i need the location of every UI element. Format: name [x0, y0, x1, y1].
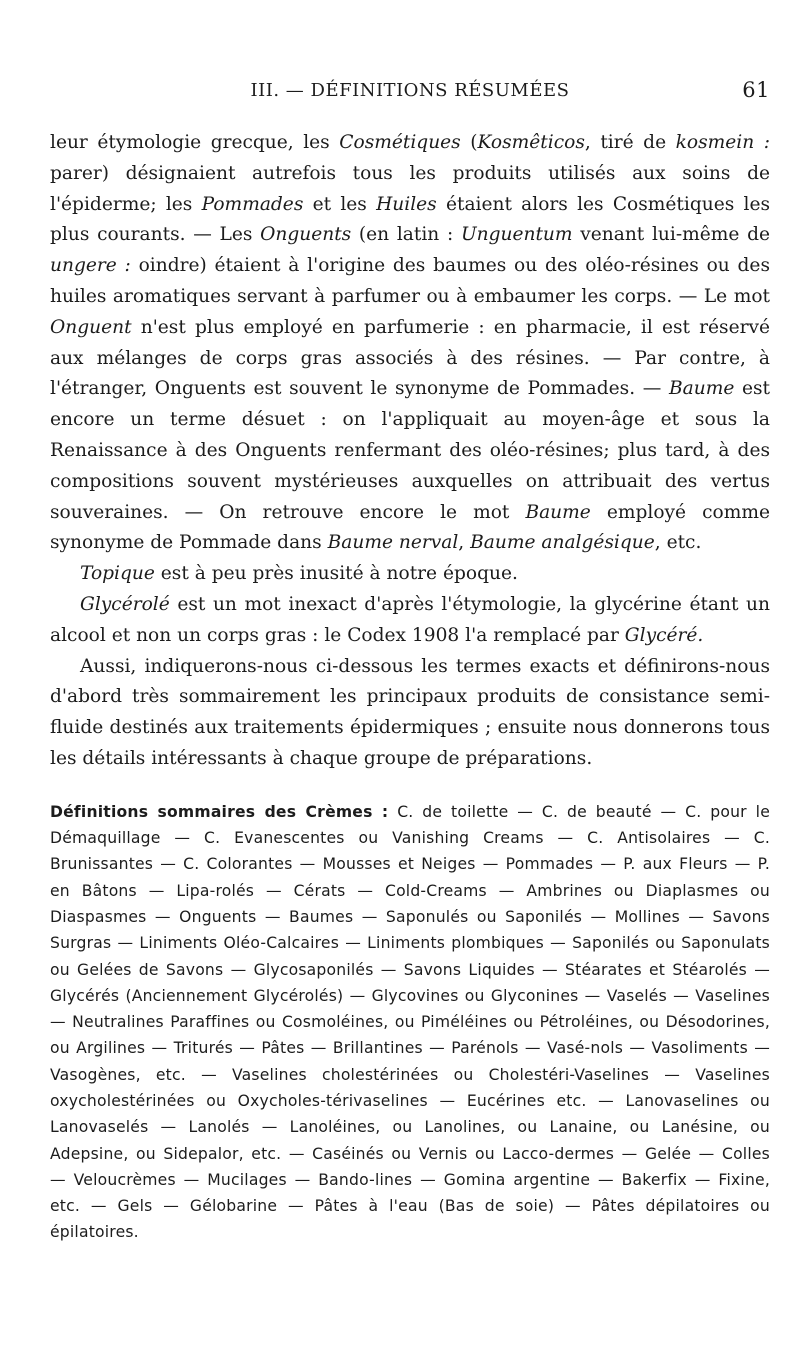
- italic-term: Onguent: [50, 316, 132, 338]
- italic-term: Glycérolé: [80, 593, 170, 615]
- italic-term: Unguentum: [460, 224, 573, 246]
- italic-term: Cosmétiques: [339, 132, 461, 153]
- italic-term: Onguents: [260, 224, 352, 246]
- paragraph: [50, 590, 770, 652]
- italic-term: Baume analgésique: [470, 532, 655, 554]
- summary-lead: Définitions sommaires des Crèmes :: [50, 802, 389, 821]
- text-run: , tiré de: [584, 132, 676, 153]
- paragraph: [50, 559, 770, 590]
- italic-term: Pommades: [201, 193, 304, 215]
- text-run: (: [460, 132, 478, 153]
- definitions-summary: [50, 799, 770, 1246]
- text-run: et les: [303, 193, 377, 215]
- text-run: ,: [458, 532, 471, 554]
- text-run: oindre) étaient à l'origine des baumes ou des oléo-résines ou des huiles aromatiques servant à parfumer ou à embaumer les corps. — Le mot: [50, 255, 770, 307]
- text-run: n'est plus employé en parfumerie : en pharmacie, il est réservé aux mélanges de corps gras associés à des résines. — Par contre, à l'étranger, Onguents est souvent le synonyme de Pommades. —: [50, 316, 770, 400]
- text-run: leur étymologie grecque, les: [50, 132, 340, 153]
- italic-term: Huiles: [376, 193, 437, 215]
- italic-term: kosmein :: [675, 132, 770, 153]
- text-run: employé comme synonyme de Pommade dans: [50, 501, 770, 554]
- paragraph: [50, 652, 770, 775]
- text-run: , etc.: [654, 532, 702, 554]
- text-run: parer) désignaient autrefois tous les produits utilisés aux soins de l'épiderme; les: [50, 162, 770, 215]
- chapter-title: III. — DÉFINITIONS RÉSUMÉES: [250, 80, 570, 101]
- italic-term: Baume: [525, 501, 591, 523]
- text-run: (en latin :: [351, 224, 461, 246]
- text-run: est encore un terme désuet : on l'appliquait au moyen-âge et sous la Renaissance à des Onguents renfermant des oléo-résines; plus tard, à des compositions souvent mystérieuses auxquelles on attribuait des vertus souveraines. — On retrouve encore le mot: [50, 378, 770, 523]
- summary-text: C. de toilette — C. de beauté — C. pour le Démaquillage — C. Evanescentes ou Vanishing Creams — C. Antisolaires — C. Brunissantes — C. Colorantes — Mousses et Neiges — Pommades — P. aux Fleurs — P. en Bâtons — Lipa-rolés — Cérats — Cold-Creams — Ambrines ou Diaplasmes ou Diaspasmes — Onguents — Baumes — Saponulés ou Saponilés — Mollines — Savons Surgras — Liniments Oléo-Calcaires — Liniments plombiques — Saponilés ou Saponulats ou Gelées de Savons — Glycosaponilés — Savons Liquides — Stéarates et Stéarolés — Glycérés (Anciennement Glycérolés) — Glycovines ou Glyconines — Vaselés — Vaselines — Neutralines Paraffines ou Cosmoléines, ou Piméléines ou Pétroléines, ou Désodorines, ou Argilines — Triturés — Pâtes — Brillantines — Parénols — Vasé-nols — Vasoliments — Vasogènes, etc. — Vaselines cholestérinées ou Cholestéri-Vaselines — Vaselines oxycholestérinées ou Oxycholes-térivaselines — Eucérines etc. — Lanovaselines ou Lanovaselés — Lanolés — Lanoléines, ou Lanolines, ou Lanaine, ou Lanésine, ou Adepsine, ou Sidepalor, etc. — Caséinés ou Vernis ou Lacco-dermes — Gelée — Colles — Veloucrèmes — Mucilages — Bando-lines — Gomina argentine — Bakerfix — Fixine, etc. — Gels — Gélobarine — Pâtes à l'eau (Bas de soie) — Pâtes dépilatoires ou épilatoires.: [50, 802, 770, 1242]
- text-run: est à peu près inusité à notre époque.: [154, 563, 518, 585]
- italic-term: Baume: [668, 378, 735, 400]
- italic-term: ungere :: [50, 255, 131, 277]
- page-number: 61: [742, 78, 770, 102]
- text-run: étaient alors les Cosmétiques les plus courants. — Les: [50, 193, 771, 246]
- body-text: [50, 128, 770, 775]
- italic-term: Topique: [80, 563, 155, 585]
- italic-term: Glycéré.: [624, 624, 704, 646]
- text-run: Aussi, indiquerons-nous ci-dessous les termes exacts et définirons-nous d'abord très sommairement les principaux produits de consistance semi-fluide destinés aux traitements épidermiques ; ensuite nous donnerons tous les détails intéressants à chaque groupe de préparations.: [50, 655, 770, 769]
- paragraph: [50, 128, 770, 559]
- text-run: est un mot inexact d'après l'étymologie, la glycérine étant un alcool et non un corps gras : le Codex 1908 l'a remplacé par: [50, 593, 770, 646]
- book-page: [50, 0, 770, 1246]
- italic-term: Baume nerval: [327, 532, 459, 554]
- running-head: [50, 80, 770, 120]
- text-run: venant lui-même de: [572, 224, 770, 246]
- italic-term: Kosmêticos: [477, 132, 585, 153]
